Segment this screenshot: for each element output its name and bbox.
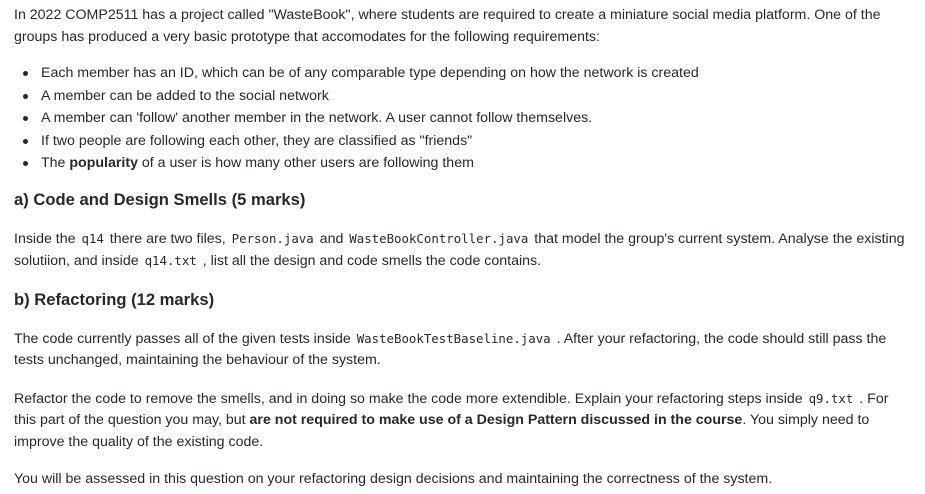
- requirement-item-popularity: [41, 152, 911, 175]
- section-a-heading: a) Code and Design Smells (5 marks): [14, 189, 306, 209]
- popularity-text-before: The: [41, 155, 70, 172]
- requirement-item: If two people are following each other, they are classified as "friends": [41, 130, 911, 153]
- popularity-text-after: of a user is how many other users are following them: [137, 155, 474, 172]
- section-b-paragraph-1: [14, 328, 911, 372]
- intro-paragraph: In 2022 COMP2511 has a project called "WasteBook", where students are required to create a miniature social media platform. One of the groups has produced a very basic prototype that accomodates for the following requirements:: [14, 7, 881, 45]
- code-test-baseline: WasteBookTestBaseline.java: [356, 330, 551, 346]
- requirement-item: A member can 'follow' another member in the network. A user cannot follow themselves.: [41, 107, 911, 130]
- text-span: and: [315, 230, 348, 247]
- section-b-heading: b) Refactoring (12 marks): [14, 289, 215, 309]
- popularity-term: popularity: [69, 155, 138, 172]
- text-span: . You simply need to improve the quality of the existing code.: [14, 412, 870, 450]
- text-span: . For this part of the question you may, but: [14, 390, 889, 429]
- requirement-item: Each member has an ID, which can be of any comparable type depending on how the network is created: [41, 62, 911, 85]
- requirements-list: [14, 62, 911, 175]
- section-b-paragraph-3: You will be assessed in this question on your refactoring design decisions and maintaining the correctness of the system.: [14, 471, 773, 488]
- design-pattern-emphasis: are not required to make use of a Design Pattern discussed in the course: [249, 412, 743, 429]
- text-span: , list all the design and code smells the code contains.: [198, 253, 542, 270]
- requirement-item: A member can be added to the social network: [41, 85, 911, 108]
- section-a-paragraph: [14, 228, 911, 273]
- code-q14: q14: [81, 230, 104, 246]
- text-span: Refactor the code to remove the smells, and in doing so make the code more extendible. Explain your refactoring steps inside: [14, 390, 807, 407]
- section-b-paragraph-2: [14, 388, 911, 454]
- text-span: The code currently passes all of the given tests inside: [14, 330, 355, 347]
- code-person-java: Person.java: [231, 230, 314, 246]
- text-span: that model the group's current system. Analyse the existing solutiion, and inside: [14, 230, 905, 270]
- code-q14-txt: q14.txt: [144, 253, 197, 269]
- text-span: there are two files,: [105, 230, 230, 247]
- text-span: . After your refactoring, the code should still pass the tests unchanged, maintaining the behaviour of the system.: [14, 330, 887, 369]
- code-q9-txt: q9.txt: [808, 390, 854, 406]
- text-span: Inside the: [14, 230, 80, 247]
- code-controller-java: WasteBookController.java: [349, 230, 529, 246]
